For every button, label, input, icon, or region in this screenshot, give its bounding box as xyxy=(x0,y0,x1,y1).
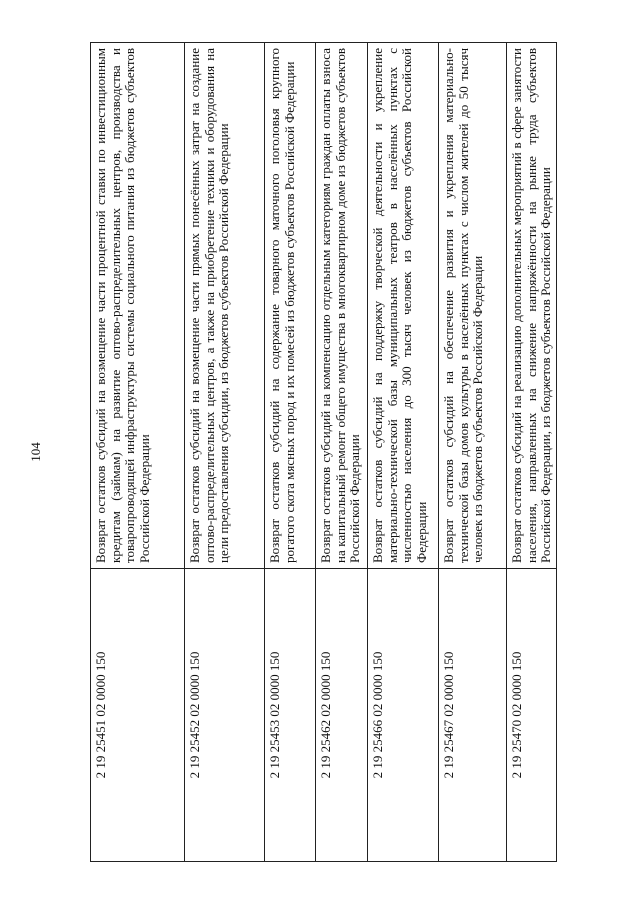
budget-code-cell: 2 19 25466 02 0000 150 xyxy=(368,569,439,862)
table-row xyxy=(439,43,507,862)
budget-code-cell: 2 19 25451 02 0000 150 xyxy=(91,569,185,862)
page-number: 104 xyxy=(28,442,43,462)
description-cell: Возврат остатков субсидий на поддержку творческой деятельности и укрепление материально-технической базы муниципальных театров в населённых пунктах с численностью населения до 300 тысяч человек из бюджетов субъектов Российской Федерации xyxy=(368,43,439,569)
table-row xyxy=(265,43,316,862)
budget-code-cell: 2 19 25470 02 0000 150 xyxy=(507,569,557,862)
table-row xyxy=(185,43,265,862)
budget-code-cell: 2 19 25467 02 0000 150 xyxy=(439,569,507,862)
budget-codes-table xyxy=(90,42,557,862)
description-cell: Возврат остатков субсидий на обеспечение развития и укрепления материально-технической базы домов культуры в населённых пунктах с числом жителей до 50 тысяч человек из бюджетов субъектов Российской Федерации xyxy=(439,43,507,569)
table-row xyxy=(507,43,557,862)
budget-code-cell: 2 19 25462 02 0000 150 xyxy=(316,569,368,862)
description-cell: Возврат остатков субсидий на возмещение части процентной ставки по инвестиционным кредитам (займам) на развитие оптово-распределительных центров, производства и товаропроводящей инфраструктуры системы социального питания из бюджетов субъектов Российской Федерации xyxy=(91,43,185,569)
budget-codes-table-sheet xyxy=(90,42,553,862)
description-cell: Возврат остатков субсидий на реализацию дополнительных мероприятий в сфере занятости населения, направленных на снижение напряжённости на рынке труда субъектов Российской Федерации, из бюджетов субъектов Российской Федерации xyxy=(507,43,557,569)
description-cell: Возврат остатков субсидий на возмещение части прямых понесённых затрат на создание оптово-распределительных центров, а также на приобретение техники и оборудования на цели предоставления субсидии, из бюджетов субъектов Российской Федерации xyxy=(185,43,265,569)
table-row xyxy=(91,43,185,862)
budget-code-cell: 2 19 25453 02 0000 150 xyxy=(265,569,316,862)
table-row xyxy=(316,43,368,862)
table-row xyxy=(368,43,439,862)
budget-code-cell: 2 19 25452 02 0000 150 xyxy=(185,569,265,862)
description-cell: Возврат остатков субсидий на содержание товарного маточного поголовья крупного рогатого скота мясных пород и их помесей из бюджетов субъектов Российской Федерации xyxy=(265,43,316,569)
description-cell: Возврат остатков субсидий на компенсацию отдельным категориям граждан оплаты взноса на капитальный ремонт общего имущества в многоквартирном доме из бюджетов субъектов Российской Федерации xyxy=(316,43,368,569)
